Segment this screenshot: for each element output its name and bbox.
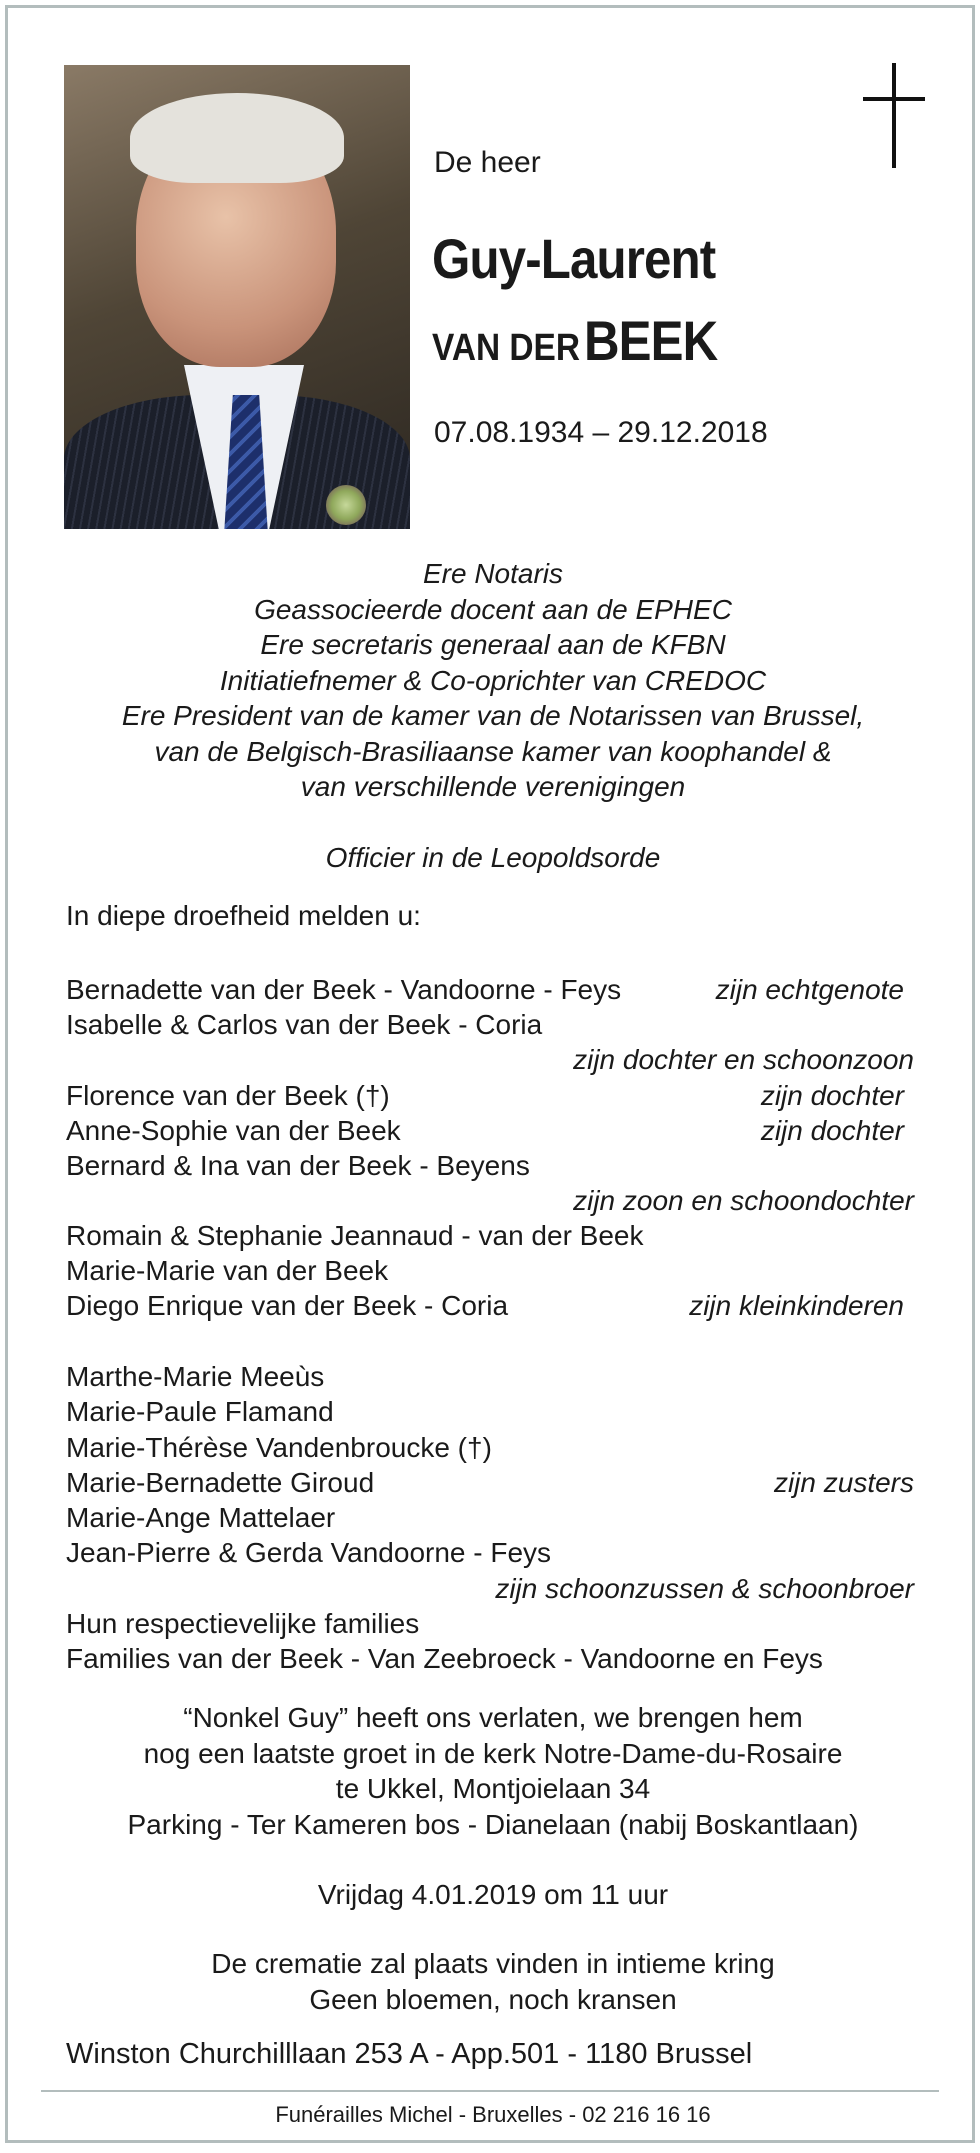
sibling-name: Marie-Thérèse Vandenbroucke (†) bbox=[66, 1432, 492, 1463]
family-relation: zijn dochter bbox=[760, 1115, 904, 1146]
salutation: De heer bbox=[434, 146, 541, 179]
family-row bbox=[66, 1044, 914, 1080]
portrait-photo bbox=[64, 65, 410, 529]
family-row bbox=[66, 1150, 914, 1186]
ceremony-line: te Ukkel, Montjoielaan 34 bbox=[335, 1773, 651, 1804]
life-dates: 07.08.1934 – 29.12.2018 bbox=[434, 416, 768, 449]
title-line: Ere President van de kamer van de Notarissen van Brussel, bbox=[121, 700, 865, 731]
family-name: Bernard & Ina van der Beek - Beyens bbox=[66, 1150, 530, 1181]
honorary-titles bbox=[28, 556, 958, 805]
family-relation: zijn dochter en schoonzoon bbox=[573, 1044, 914, 1075]
ceremony-line: “Nonkel Guy” heeft ons verlaten, we brengen hem bbox=[183, 1702, 803, 1733]
sibling-row bbox=[66, 1643, 914, 1679]
cremation-line: De crematie zal plaats vinden in intieme kring bbox=[211, 1948, 775, 1979]
sibling-name: Jean-Pierre & Gerda Vandoorne - Feys bbox=[66, 1537, 552, 1568]
sibling-name: Families van der Beek - Van Zeebroeck - Vandoorne en Feys bbox=[66, 1643, 823, 1674]
announcement-intro: In diepe droefheid melden u: bbox=[66, 900, 421, 931]
surname-main: BEEK bbox=[583, 309, 718, 372]
family-row bbox=[66, 1220, 914, 1256]
ceremony-line: Parking - Ter Kameren bos - Dianelaan (nabij Boskantlaan) bbox=[127, 1808, 859, 1840]
sibling-row bbox=[66, 1537, 914, 1573]
sibling-row bbox=[66, 1608, 914, 1644]
family-row bbox=[66, 1185, 914, 1221]
family-relation: zijn echtgenote bbox=[715, 974, 904, 1005]
first-name: Guy-Laurent bbox=[432, 227, 716, 290]
family-name: Romain & Stephanie Jeannaud - van der Beek bbox=[66, 1220, 644, 1251]
footer-divider bbox=[41, 2090, 939, 2092]
cremation-text bbox=[28, 1946, 958, 2017]
cremation-line: Geen bloemen, noch kransen bbox=[309, 1983, 677, 2015]
family-name: Diego Enrique van der Beek - Coria bbox=[66, 1290, 509, 1321]
sibling-row bbox=[66, 1573, 914, 1609]
order-distinction: Officier in de Leopoldsorde bbox=[325, 842, 661, 873]
family-name: Isabelle & Carlos van der Beek - Coria bbox=[66, 1009, 543, 1040]
sibling-row bbox=[66, 1432, 914, 1468]
title-line: van de Belgisch-Brasiliaanse kamer van koophandel & bbox=[154, 735, 832, 767]
sibling-name: Marie-Bernadette Giroud bbox=[66, 1467, 375, 1498]
cross-icon bbox=[863, 63, 925, 168]
title-line: Ere secretaris generaal aan de KFBN bbox=[260, 629, 726, 660]
surname bbox=[432, 308, 717, 373]
family-row bbox=[66, 1290, 914, 1326]
sibling-relation: zijn zusters bbox=[773, 1467, 914, 1498]
family-name: Anne-Sophie van der Beek bbox=[66, 1115, 401, 1146]
title-line: Ere Notaris bbox=[422, 558, 564, 589]
ceremony-text bbox=[28, 1700, 958, 1842]
title-line: Geassocieerde docent aan de EPHEC bbox=[254, 593, 732, 625]
sibling-name: Marthe-Marie Meeùs bbox=[66, 1361, 325, 1392]
title-line: Initiatiefnemer & Co-oprichter van CREDOC bbox=[219, 664, 767, 696]
ceremony-date: Vrijdag 4.01.2019 om 11 uur bbox=[317, 1879, 669, 1910]
sibling-relation: zijn schoonzussen & schoonbroer bbox=[495, 1573, 914, 1604]
sibling-name: Hun respectievelijke families bbox=[66, 1608, 420, 1639]
sibling-row bbox=[66, 1396, 914, 1432]
title-line: van verschillende verenigingen bbox=[300, 771, 686, 802]
surname-prefix: VAN DER bbox=[432, 327, 581, 369]
family-relation: zijn kleinkinderen bbox=[689, 1290, 904, 1321]
family-row bbox=[66, 1255, 914, 1291]
family-relation: zijn dochter bbox=[760, 1080, 904, 1111]
ceremony-line: nog een laatste groet in de kerk Notre-Dame-du-Rosaire bbox=[143, 1737, 843, 1769]
sibling-name: Marie-Paule Flamand bbox=[66, 1396, 334, 1427]
family-row bbox=[66, 974, 914, 1010]
family-name: Marie-Marie van der Beek bbox=[66, 1255, 389, 1286]
family-row bbox=[66, 1080, 914, 1116]
sibling-row bbox=[66, 1361, 914, 1397]
family-row bbox=[66, 1009, 914, 1045]
funeral-home-footer: Funérailles Michel - Bruxelles - 02 216 16 16 bbox=[275, 2102, 711, 2127]
family-name: Bernadette van der Beek - Vandoorne - Feys bbox=[66, 974, 622, 1005]
family-name: Florence van der Beek (†) bbox=[66, 1080, 390, 1111]
contact-address: Winston Churchilllaan 253 A - App.501 - 1180 Brussel bbox=[66, 2038, 753, 2070]
sibling-row bbox=[66, 1467, 914, 1503]
sibling-row bbox=[66, 1502, 914, 1538]
sibling-name: Marie-Ange Mattelaer bbox=[66, 1502, 336, 1533]
family-relation: zijn zoon en schoondochter bbox=[573, 1185, 914, 1216]
obituary-page bbox=[5, 5, 975, 2143]
family-row bbox=[66, 1115, 914, 1151]
